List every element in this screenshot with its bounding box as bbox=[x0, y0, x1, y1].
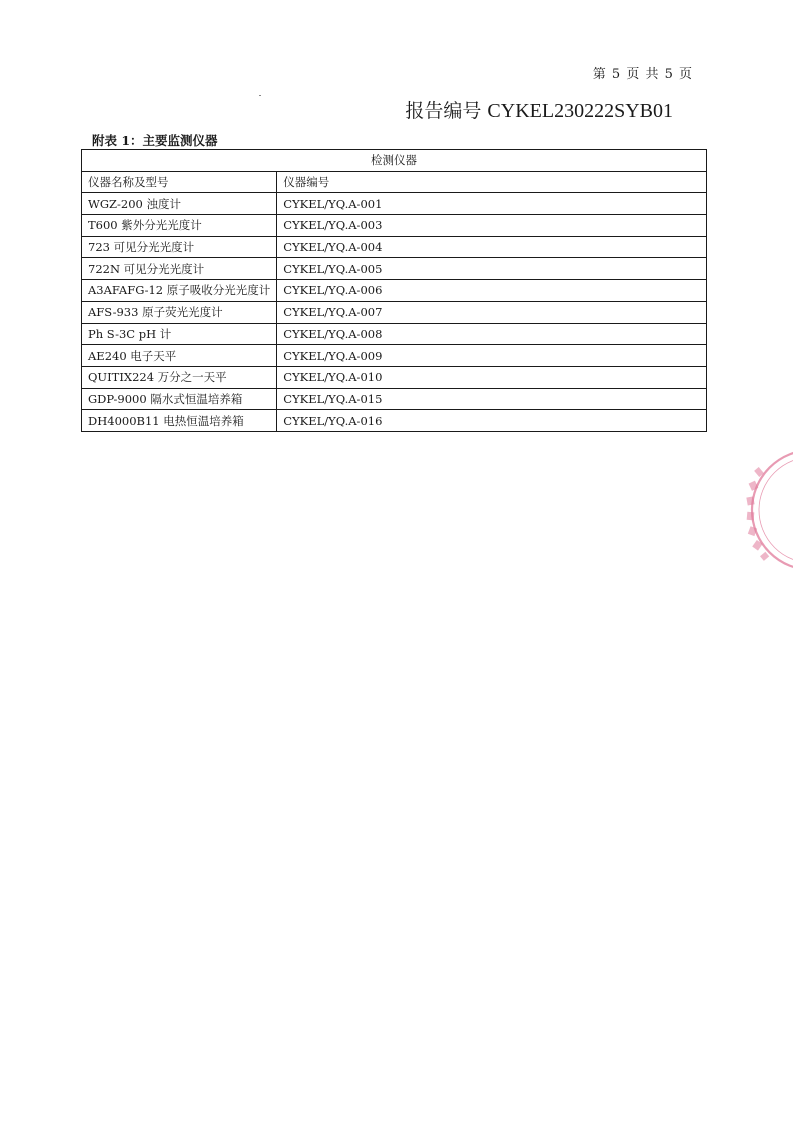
column-header-name: 仪器名称及型号 bbox=[82, 171, 277, 193]
instrument-id-cell: CYKEL/YQ.A-006 bbox=[277, 280, 707, 302]
instrument-name-cell: 722N 可见分光光度计 bbox=[82, 258, 277, 280]
table-row bbox=[82, 323, 707, 345]
table-row bbox=[82, 236, 707, 258]
table-row bbox=[82, 388, 707, 410]
instrument-id-cell: CYKEL/YQ.A-015 bbox=[277, 388, 707, 410]
table-header-row bbox=[82, 171, 707, 193]
table-row bbox=[82, 258, 707, 280]
table-row bbox=[82, 193, 707, 215]
instrument-name-cell: AE240 电子天平 bbox=[82, 345, 277, 367]
instrument-name-cell: DH4000B11 电热恒温培养箱 bbox=[82, 410, 277, 432]
instrument-id-cell: CYKEL/YQ.A-009 bbox=[277, 345, 707, 367]
instrument-id-cell: CYKEL/YQ.A-010 bbox=[277, 366, 707, 388]
page-number: 第 5 页 共 5 页 bbox=[592, 67, 693, 82]
table-group-header-row bbox=[82, 150, 707, 172]
column-header-id: 仪器编号 bbox=[277, 171, 707, 193]
table-row bbox=[82, 301, 707, 323]
instrument-name-cell: GDP-9000 隔水式恒温培养箱 bbox=[82, 388, 277, 410]
instrument-id-cell: CYKEL/YQ.A-004 bbox=[277, 236, 707, 258]
instrument-id-cell: CYKEL/YQ.A-016 bbox=[277, 410, 707, 432]
instrument-id-cell: CYKEL/YQ.A-008 bbox=[277, 323, 707, 345]
instrument-id-cell: CYKEL/YQ.A-003 bbox=[277, 215, 707, 237]
instrument-id-cell: CYKEL/YQ.A-001 bbox=[277, 193, 707, 215]
instrument-id-cell: CYKEL/YQ.A-007 bbox=[277, 301, 707, 323]
instrument-name-cell: AFS-933 原子荧光光度计 bbox=[82, 301, 277, 323]
table-row bbox=[82, 345, 707, 367]
report-number-label: 报告编号 bbox=[405, 100, 482, 122]
instrument-table bbox=[81, 149, 707, 432]
instrument-id-cell: CYKEL/YQ.A-005 bbox=[277, 258, 707, 280]
report-number bbox=[405, 96, 673, 123]
table-row bbox=[82, 280, 707, 302]
instrument-name-cell: T600 紫外分光光度计 bbox=[82, 215, 277, 237]
scan-speck bbox=[259, 95, 261, 96]
instrument-name-cell: QUITIX224 万分之一天平 bbox=[82, 366, 277, 388]
table-row bbox=[82, 410, 707, 432]
report-number-code: CYKEL230222SYB01 bbox=[487, 100, 673, 122]
table-row bbox=[82, 215, 707, 237]
official-seal-stamp bbox=[712, 440, 793, 580]
instrument-name-cell: Ph S-3C pH 计 bbox=[82, 323, 277, 345]
table-caption: 附表 1：主要监测仪器 bbox=[92, 133, 218, 148]
instrument-name-cell: 723 可见分光光度计 bbox=[82, 236, 277, 258]
table-group-header: 检测仪器 bbox=[82, 150, 707, 172]
instrument-name-cell: A3AFAFG-12 原子吸收分光光度计 bbox=[82, 280, 277, 302]
instrument-name-cell: WGZ-200 浊度计 bbox=[82, 193, 277, 215]
table-row bbox=[82, 366, 707, 388]
